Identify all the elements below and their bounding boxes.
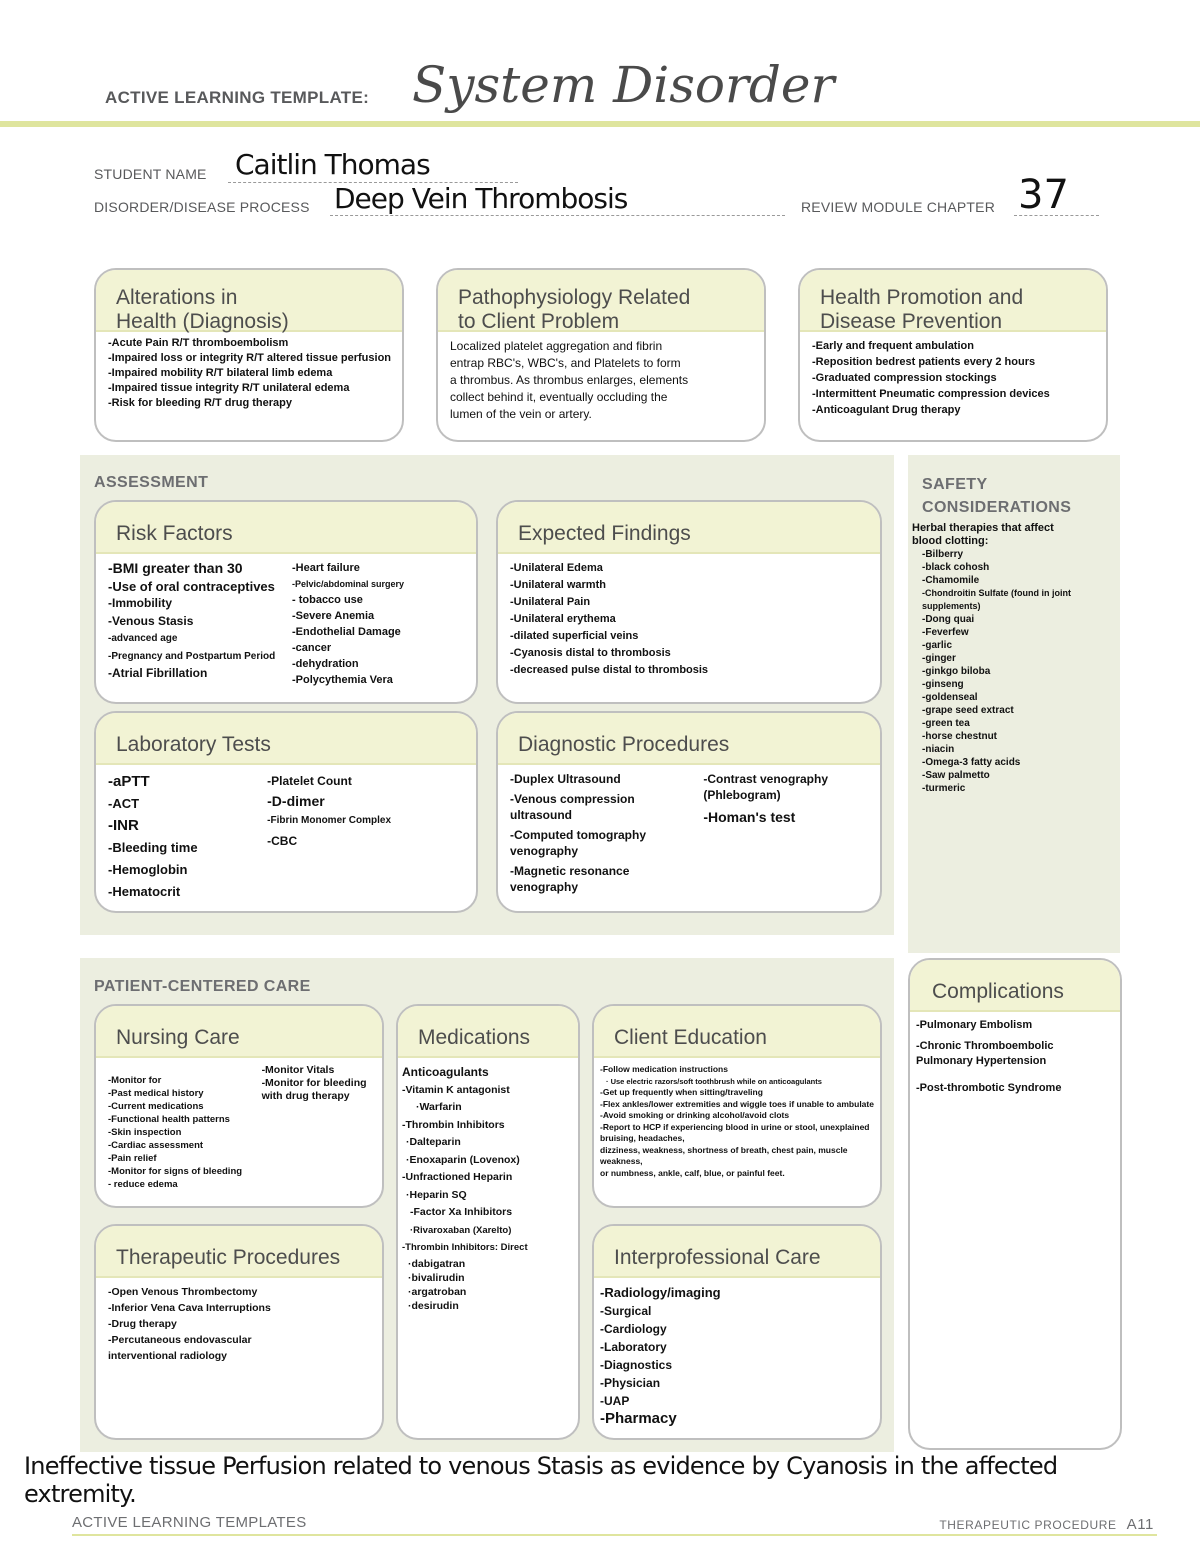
- therapeutic-procedures-title: Therapeutic Procedures: [96, 1226, 382, 1278]
- diagnostic-item: -Homan's test: [703, 809, 796, 825]
- education-item: dizziness, weakness, shortness of breath, chest pain, muscle weakness,: [600, 1144, 848, 1166]
- education-item: -Follow medication instructions: [600, 1064, 728, 1074]
- footer-rule: [72, 1534, 1157, 1536]
- header-rule: [0, 121, 1200, 127]
- therapeutic-procedures-panel: [94, 1224, 384, 1440]
- risk-factor-item: -advanced age: [108, 633, 178, 644]
- medications-title: Medications: [398, 1006, 578, 1058]
- expected-findings-panel: [496, 500, 882, 704]
- safety-intro-line: Herbal therapies that affect: [912, 522, 1054, 534]
- lab-test-item: -CBC: [267, 834, 298, 848]
- procedure-item: -Open Venous Thrombectomy: [108, 1286, 258, 1298]
- alterations-item: -Impaired loss or integrity R/T altered tissue perfusion: [108, 352, 392, 364]
- medication-item: ·Heparin SQ: [406, 1188, 467, 1201]
- interprofessional-item: -Pharmacy: [600, 1410, 677, 1427]
- medication-item: -Vitamin K antagonist: [402, 1083, 510, 1096]
- safety-item: -Chondroitin Sulfate (found in joint supplements): [922, 588, 1071, 611]
- lab-test-item: -ACT: [108, 796, 140, 811]
- complications-panel: [908, 958, 1122, 1450]
- alterations-panel: [94, 268, 404, 442]
- finding-item: -Unilateral warmth: [510, 579, 606, 591]
- page-title: System Disorder: [412, 56, 835, 114]
- health-promotion-panel: [798, 268, 1108, 442]
- alterations-item: -Impaired tissue integrity R/T unilateral edema: [108, 382, 350, 394]
- interprofessional-item: -Cardiology: [600, 1322, 667, 1336]
- risk-factor-item: -Pelvic/abdominal surgery: [292, 579, 405, 589]
- footer-left: ACTIVE LEARNING TEMPLATES: [72, 1514, 307, 1531]
- pathophysiology-line: entrap RBC's, WBC's, and Platelets to form: [450, 356, 681, 370]
- nursing-diagnosis-note: [24, 1452, 1174, 1508]
- alterations-item: -Acute Pain R/T thromboembolism: [108, 337, 289, 349]
- risk-factor-item: -Use of oral contraceptives: [108, 578, 275, 594]
- interprofessional-item: -Laboratory: [600, 1340, 667, 1354]
- interprofessional-item: -Physician: [600, 1376, 661, 1390]
- safety-item: -garlic: [922, 640, 953, 651]
- medication-item: ·desirudin: [408, 1299, 459, 1312]
- education-item: -Avoid smoking or drinking alcohol/avoid clots: [600, 1110, 790, 1120]
- risk-factor-item: -Heart failure: [292, 562, 360, 574]
- lab-test-item: -INR: [108, 817, 139, 834]
- nursing-care-item: -Functional health patterns: [108, 1114, 230, 1125]
- medication-item: -Unfractioned Heparin: [402, 1171, 513, 1183]
- interprofessional-item: -UAP: [600, 1394, 630, 1408]
- pathophysiology-title-line1: Pathophysiology Related: [458, 286, 691, 309]
- finding-item: -decreased pulse distal to thrombosis: [510, 664, 709, 676]
- nursing-care-item: -Pain relief: [108, 1153, 157, 1164]
- health-promotion-item: -Graduated compression stockings: [812, 372, 997, 384]
- medication-item: ·bivalirudin: [408, 1271, 465, 1284]
- medication-item: -Thrombin Inhibitors: Direct: [402, 1242, 528, 1253]
- safety-item: -goldenseal: [922, 692, 978, 703]
- interprofessional-item: -Diagnostics: [600, 1358, 673, 1372]
- finding-item: -Unilateral Pain: [510, 596, 591, 608]
- patient-centered-care-label: PATIENT-CENTERED CARE: [94, 978, 311, 995]
- disorder-label: DISORDER/DISEASE PROCESS: [94, 199, 310, 215]
- pathophysiology-panel: [436, 268, 766, 442]
- student-name-value: Caitlin Thomas: [235, 148, 430, 181]
- finding-item: -Unilateral erythema: [510, 613, 616, 625]
- medications-panel: [396, 1004, 580, 1440]
- education-item: or numbness, ankle, calf, blue, or painful feet.: [600, 1167, 785, 1178]
- nursing-care-item: -Skin inspection: [108, 1127, 182, 1138]
- pathophysiology-title: [438, 270, 764, 332]
- chapter-value: 37: [1018, 172, 1069, 218]
- health-promotion-item: -Reposition bedrest patients every 2 hours: [812, 356, 1036, 368]
- footer-page: A11: [1126, 1516, 1154, 1533]
- procedure-item: -Drug therapy: [108, 1318, 177, 1330]
- diagnostic-item: -Magnetic resonance venography: [510, 864, 630, 894]
- medication-item: ·argatroban: [408, 1285, 467, 1298]
- lab-test-item: -D-dimer: [267, 793, 325, 809]
- risk-factor-item: -BMI greater than 30: [108, 560, 243, 576]
- note-line: Ineffective tissue Perfusion related to venous Stasis as evidence by Cyanosis in the affected: [24, 1452, 1058, 1480]
- medication-item: ·Rivaroxaban (Xarelto): [410, 1224, 512, 1236]
- template-label: ACTIVE LEARNING TEMPLATE:: [105, 88, 370, 107]
- pathophysiology-title-line2: to Client Problem: [458, 310, 620, 333]
- diagnostic-item: -Computed tomography venography: [510, 828, 646, 858]
- safety-item: -niacin: [922, 744, 955, 755]
- lab-test-item: -aPTT: [108, 773, 150, 790]
- procedure-item: -Inferior Vena Cava Interruptions: [108, 1302, 271, 1314]
- client-education-panel: [592, 1004, 882, 1208]
- procedure-item: -Percutaneous endovascular: [108, 1334, 252, 1346]
- safety-intro-line: blood clotting:: [912, 535, 989, 547]
- health-promotion-title: [800, 270, 1106, 332]
- nursing-care-item: -Monitor Vitals: [261, 1064, 335, 1076]
- diagnostic-item: -Venous compression ultrasound: [510, 792, 635, 822]
- nursing-care-title: Nursing Care: [96, 1006, 382, 1058]
- nursing-care-panel: [94, 1004, 384, 1208]
- alterations-item: -Risk for bleeding R/T drug therapy: [108, 397, 292, 409]
- medication-item: ·Dalteparin: [406, 1136, 461, 1148]
- risk-factors-title: Risk Factors: [96, 502, 476, 554]
- lab-test-item: -Bleeding time: [108, 840, 198, 855]
- risk-factor-item: -Atrial Fibrillation: [108, 666, 208, 680]
- safety-item: -green tea: [922, 718, 970, 729]
- lab-test-item: -Hematocrit: [108, 884, 181, 899]
- safety-item: -grape seed extract: [922, 705, 1014, 716]
- safety-item: -horse chestnut: [922, 731, 998, 742]
- interprofessional-item: -Radiology/imaging: [600, 1285, 721, 1300]
- safety-label-line1: SAFETY: [922, 476, 988, 493]
- alterations-item: -Impaired mobility R/T bilateral limb edema: [108, 367, 333, 379]
- health-promotion-item: -Early and frequent ambulation: [812, 340, 974, 352]
- diagnostic-item: -Duplex Ultrasound: [510, 772, 621, 786]
- interprofessional-care-title: Interprofessional Care: [594, 1226, 880, 1278]
- complications-title: Complications: [910, 960, 1120, 1012]
- interprofessional-item: -Surgical: [600, 1304, 652, 1318]
- health-promotion-item: -Anticoagulant Drug therapy: [812, 404, 961, 416]
- education-item: -Get up frequently when sitting/traveling: [600, 1087, 763, 1097]
- pathophysiology-line: a thrombus. As thrombus enlarges, elements: [450, 373, 689, 387]
- safety-item: -ginger: [922, 653, 956, 664]
- health-promotion-title-line1: Health Promotion and: [820, 286, 1024, 309]
- risk-factor-item: - tobacco use: [292, 594, 363, 606]
- complication-item: -Chronic Thromboembolic Pulmonary Hypertension: [916, 1040, 1054, 1067]
- complication-item: -Pulmonary Embolism: [916, 1019, 1033, 1031]
- medication-item: ·Enoxaparin (Lovenox): [406, 1153, 520, 1166]
- risk-factor-item: -cancer: [292, 642, 332, 654]
- expected-findings-title: Expected Findings: [498, 502, 880, 554]
- finding-item: -dilated superficial veins: [510, 630, 639, 642]
- risk-factor-item: -dehydration: [292, 658, 359, 670]
- finding-item: -Unilateral Edema: [510, 562, 603, 574]
- nursing-care-item: -Past medical history: [108, 1088, 204, 1099]
- education-item: -Report to HCP if experiencing blood in urine or stool, unexplained bruising, headaches,: [600, 1121, 870, 1143]
- safety-notes: [912, 522, 1117, 795]
- medication-item: -Thrombin Inhibitors: [402, 1118, 505, 1131]
- medication-item: ·dabigatran: [408, 1257, 466, 1270]
- pathophysiology-line: collect behind it, eventually occluding the: [450, 390, 668, 404]
- chapter-label: REVIEW MODULE CHAPTER: [801, 199, 995, 215]
- safety-item: -Omega-3 fatty acids: [922, 757, 1021, 768]
- nursing-care-item: -Current medications: [108, 1101, 204, 1112]
- safety-item: -Chamomile: [922, 575, 980, 586]
- nursing-care-item: - reduce edema: [108, 1179, 178, 1190]
- risk-factor-item: -Immobility: [108, 596, 173, 610]
- alterations-title-line2: Health (Diagnosis): [116, 310, 289, 333]
- risk-factor-item: -Polycythemia Vera: [292, 674, 393, 686]
- alterations-title-line1: Alterations in: [116, 286, 238, 309]
- note-line: extremity.: [24, 1480, 136, 1508]
- health-promotion-item: -Intermittent Pneumatic compression devices: [812, 388, 1050, 400]
- safety-item: -Saw palmetto: [922, 770, 990, 781]
- footer-section: THERAPEUTIC PROCEDURE: [939, 1518, 1117, 1532]
- lab-test-item: -Fibrin Monomer Complex: [267, 815, 392, 826]
- safety-item: -ginseng: [922, 679, 964, 690]
- procedure-item: interventional radiology: [108, 1350, 228, 1362]
- medication-item: Anticoagulants: [402, 1065, 489, 1079]
- client-education-title: Client Education: [594, 1006, 880, 1058]
- complication-item: -Post-thrombotic Syndrome: [916, 1082, 1062, 1094]
- student-name-label: STUDENT NAME: [94, 166, 207, 182]
- safety-item: -Feverfew: [922, 627, 969, 638]
- safety-item: -turmeric: [922, 783, 966, 794]
- risk-factor-item: -Endothelial Damage: [292, 626, 401, 638]
- lab-test-item: -Hemoglobin: [108, 862, 188, 877]
- risk-factor-item: -Pregnancy and Postpartum Period: [108, 650, 276, 662]
- finding-item: -Cyanosis distal to thrombosis: [510, 647, 671, 659]
- laboratory-tests-title: Laboratory Tests: [96, 713, 476, 765]
- diagnostic-procedures-panel: [496, 711, 882, 913]
- risk-factor-item: -Venous Stasis: [108, 613, 194, 628]
- safety-label-line2: CONSIDERATIONS: [922, 499, 1072, 516]
- safety-item: -black cohosh: [922, 562, 990, 573]
- medication-item: -Factor Xa Inhibitors: [410, 1206, 513, 1218]
- safety-item: -Bilberry: [922, 549, 964, 560]
- risk-factor-item: -Severe Anemia: [292, 610, 375, 622]
- footer-right: [939, 1516, 1154, 1533]
- lab-test-item: -Platelet Count: [267, 774, 352, 788]
- medication-item: ·Warfarin: [416, 1101, 462, 1113]
- education-item: · Use electric razors/soft toothbrush while on anticoagulants: [606, 1076, 822, 1086]
- safety-item: -Dong quai: [922, 614, 975, 625]
- pathophysiology-line: lumen of the vein or artery.: [450, 407, 592, 421]
- safety-label: [922, 473, 1071, 519]
- laboratory-tests-panel: [94, 711, 478, 913]
- diagnostic-item: -Contrast venography (Phlebogram): [703, 772, 829, 802]
- pathophysiology-line: Localized platelet aggregation and fibrin: [450, 339, 663, 353]
- safety-item: -ginkgo biloba: [922, 666, 991, 677]
- nursing-care-item: -Monitor for signs of bleeding: [108, 1166, 243, 1177]
- risk-factors-panel: [94, 500, 478, 704]
- nursing-care-item: -Cardiac assessment: [108, 1140, 204, 1151]
- nursing-care-item: -Monitor for bleeding with drug therapy: [261, 1077, 367, 1102]
- alterations-title: [96, 270, 402, 332]
- interprofessional-care-panel: [592, 1224, 882, 1440]
- assessment-label: ASSESSMENT: [94, 474, 209, 491]
- health-promotion-title-line2: Disease Prevention: [820, 310, 1003, 333]
- diagnostic-procedures-title: Diagnostic Procedures: [498, 713, 880, 765]
- education-item: -Flex ankles/lower extremities and wiggle toes if unable to ambulate: [600, 1098, 874, 1109]
- nursing-care-item: -Monitor for: [108, 1075, 162, 1086]
- disorder-value: Deep Vein Thrombosis: [334, 182, 628, 215]
